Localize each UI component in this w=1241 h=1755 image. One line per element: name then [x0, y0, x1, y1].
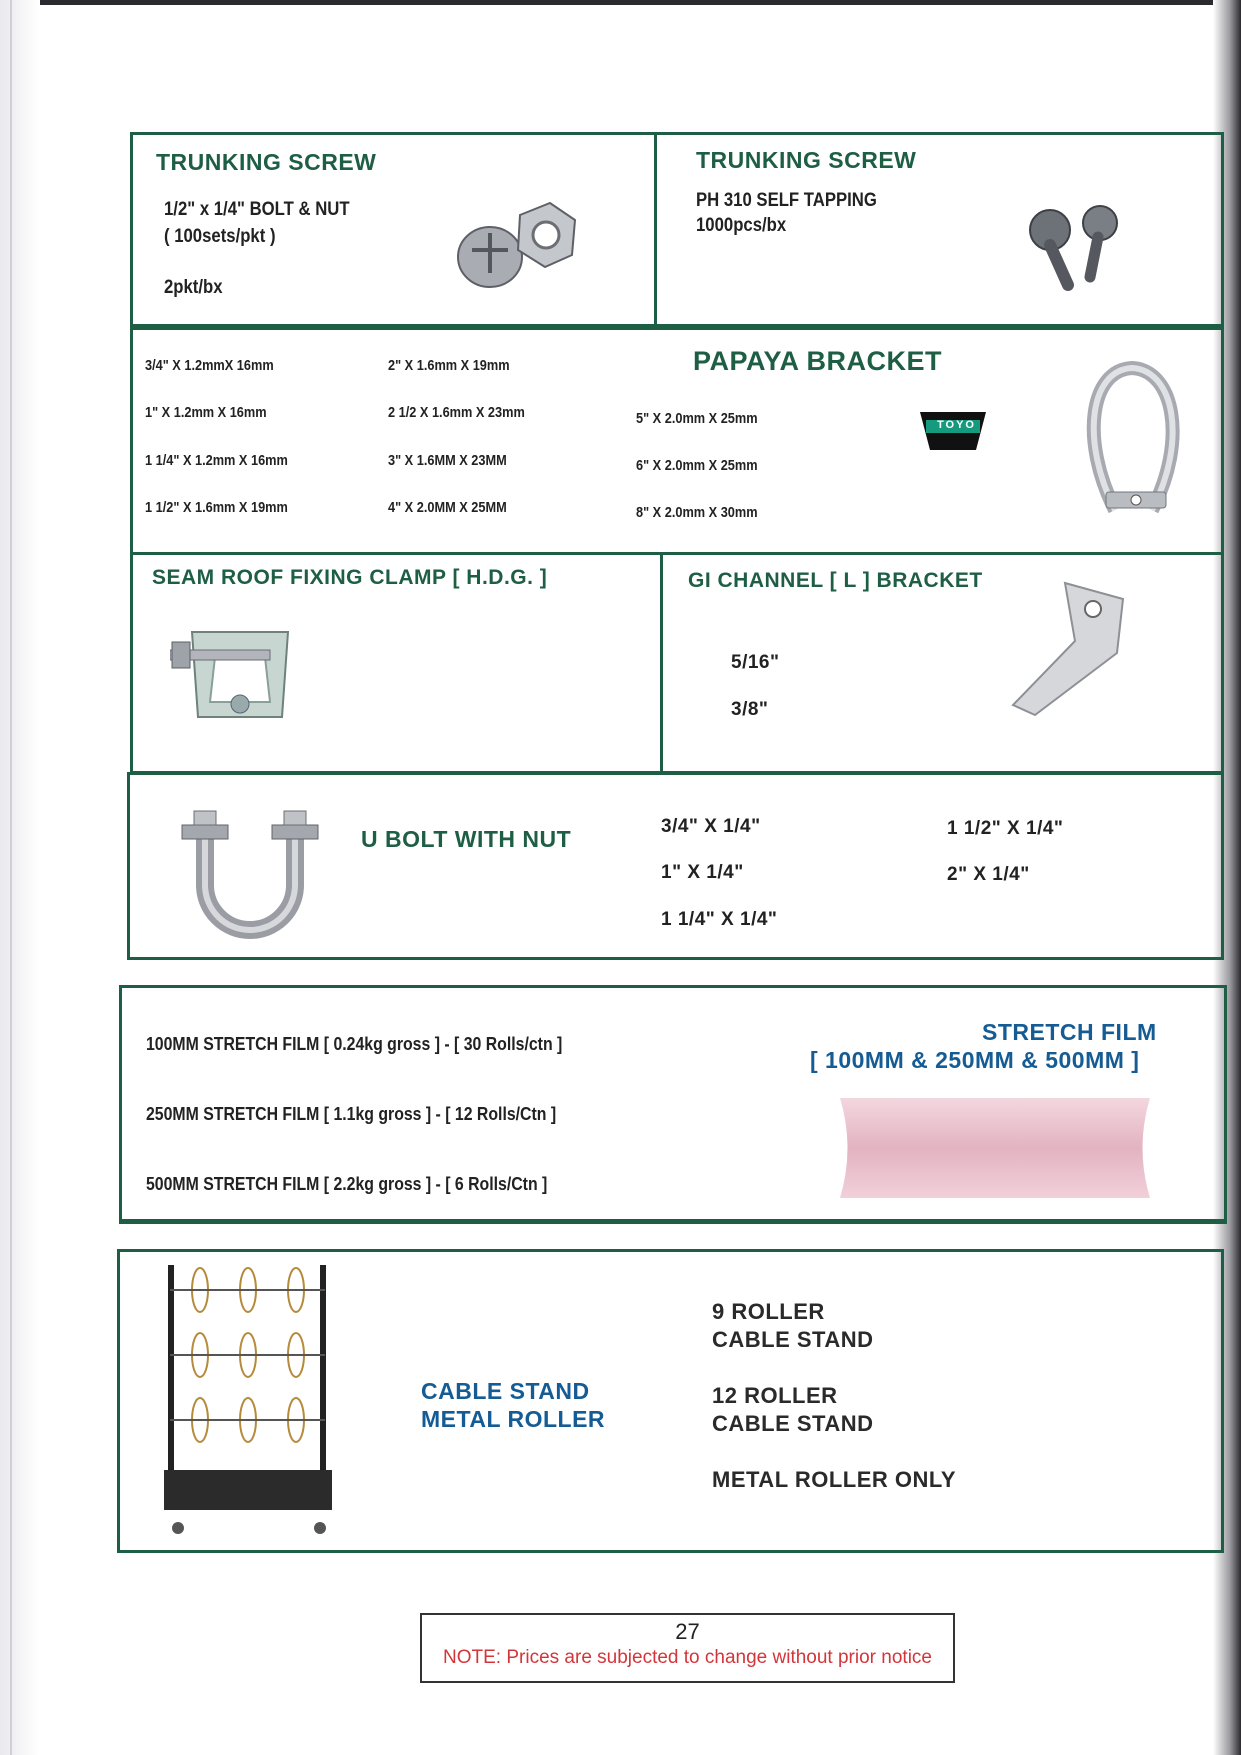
stretch-film-item: 100MM STRETCH FILM [ 0.24kg gross ] - [ 30 Rolls/ctn ] [146, 1034, 563, 1054]
cable-stand-item: METAL ROLLER ONLY [712, 1467, 956, 1492]
gi-channel-bracket-image [1005, 575, 1140, 735]
trunking-screw-title-1: TRUNKING SCREW [156, 149, 377, 175]
papaya-size: 1 1/2" X 1.6mm X 19mm [145, 499, 288, 516]
trunking-screw-box-1: 2pkt/bx [164, 277, 223, 298]
trunking-screw-spec-2: PH 310 SELF TAPPING [696, 190, 877, 211]
u-bolt-title: U BOLT WITH NUT [361, 826, 572, 852]
papaya-size: 4" X 2.0MM X 25MM [388, 499, 507, 516]
u-bolt-size: 1" X 1/4" [661, 862, 744, 883]
toyo-logo: TOYO [918, 408, 990, 454]
seam-roof-clamp-title: SEAM ROOF FIXING CLAMP [ H.D.G. ] [152, 566, 548, 589]
u-bolt-image [170, 805, 330, 940]
stretch-film-item: 250MM STRETCH FILM [ 1.1kg gross ] - [ 12 Rolls/Ctn ] [146, 1104, 557, 1124]
cable-stand-image [160, 1260, 340, 1540]
trunking-screw-pack-1: ( 100sets/pkt ) [164, 226, 276, 247]
cable-stand-item: CABLE STAND [712, 1327, 874, 1352]
papaya-bracket-image [1070, 360, 1195, 520]
u-bolt-size: 1 1/2" X 1/4" [947, 818, 1064, 839]
papaya-size: 5" X 2.0mm X 25mm [636, 410, 758, 427]
divider [121, 1219, 1225, 1222]
cable-stand-item: CABLE STAND [712, 1411, 874, 1436]
divider [660, 554, 663, 773]
cable-stand-item: 9 ROLLER [712, 1299, 825, 1324]
self-tapping-screw-image [1020, 205, 1130, 300]
trunking-screw-spec-1: 1/2" x 1/4" BOLT & NUT [164, 199, 350, 220]
papaya-size: 2 1/2 X 1.6mm X 23mm [388, 404, 525, 421]
stretch-film-title: STRETCH FILM [982, 1019, 1157, 1045]
papaya-size: 3/4" X 1.2mmX 16mm [145, 357, 274, 374]
gi-channel-bracket-title: GI CHANNEL [ L ] BRACKET [688, 569, 983, 592]
bolt-nut-image [450, 195, 585, 295]
stretch-film-roll-image [830, 1093, 1160, 1203]
seam-roof-clamp-image [170, 612, 310, 732]
footer-note-box [420, 1613, 955, 1683]
stretch-film-sizes: [ 100MM & 250MM & 500MM ] [810, 1047, 1140, 1073]
trunking-screw-pack-2: 1000pcs/bx [696, 215, 787, 236]
page-number: 27 [675, 1619, 700, 1644]
gi-channel-size: 5/16" [731, 652, 780, 673]
u-bolt-size: 2" X 1/4" [947, 864, 1030, 885]
u-bolt-size: 3/4" X 1/4" [661, 816, 761, 837]
gi-channel-size: 3/8" [731, 699, 769, 720]
papaya-bracket-title: PAPAYA BRACKET [693, 346, 943, 376]
metal-roller-title: METAL ROLLER [421, 1406, 606, 1432]
papaya-size: 8" X 2.0mm X 30mm [636, 504, 758, 521]
trunking-screw-title-2: TRUNKING SCREW [696, 147, 917, 173]
cable-stand-item: 12 ROLLER [712, 1383, 838, 1408]
papaya-size: 6" X 2.0mm X 25mm [636, 457, 758, 474]
divider [654, 134, 657, 326]
stretch-film-item: 500MM STRETCH FILM [ 2.2kg gross ] - [ 6 Rolls/Ctn ] [146, 1174, 548, 1194]
papaya-size: 2" X 1.6mm X 19mm [388, 357, 510, 374]
price-note: NOTE: Prices are subjected to change without prior notice [443, 1647, 932, 1668]
papaya-size: 1 1/4" X 1.2mm X 16mm [145, 452, 288, 469]
papaya-size: 3" X 1.6MM X 23MM [388, 452, 507, 469]
papaya-size: 1" X 1.2mm X 16mm [145, 404, 267, 421]
page-binding-edge [0, 0, 40, 1755]
cable-stand-title: CABLE STAND [421, 1378, 590, 1404]
u-bolt-size: 1 1/4" X 1/4" [661, 909, 778, 930]
page-top-edge [0, 0, 1241, 5]
